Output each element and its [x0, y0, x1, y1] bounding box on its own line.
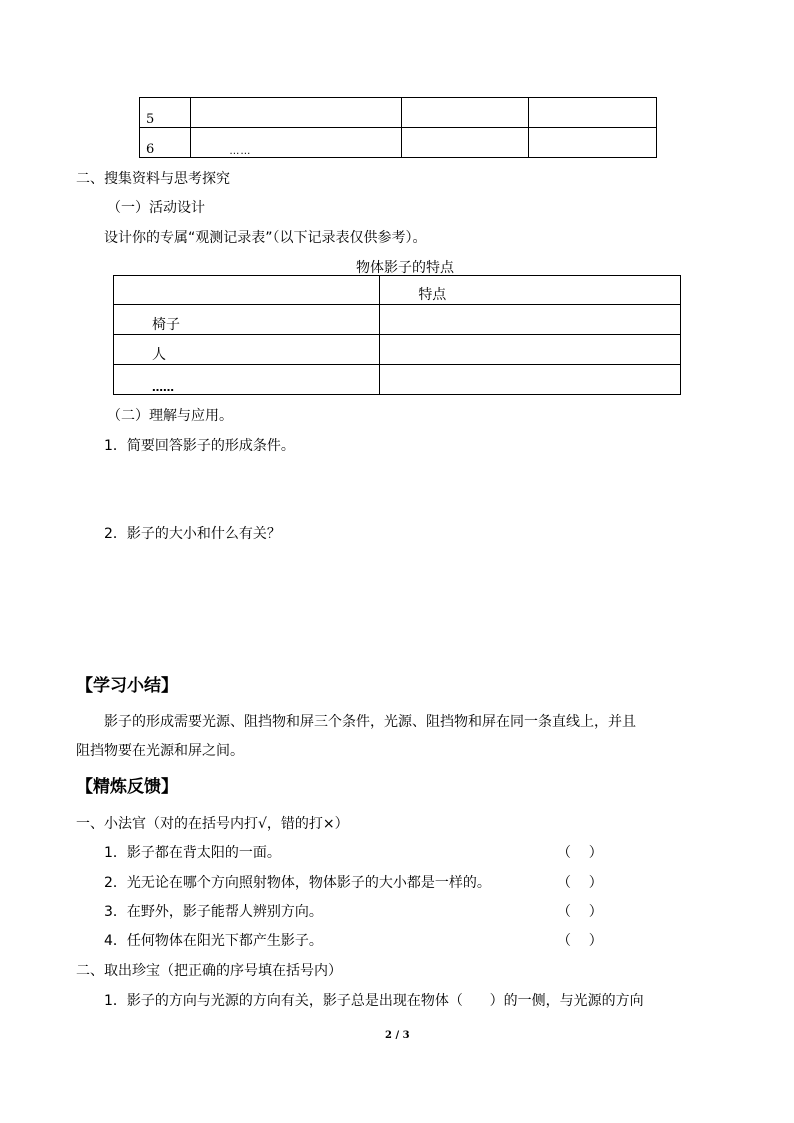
judge-item: 1．影子都在背太阳的一面。 [104, 845, 281, 861]
question-text: 1．简要回答影子的形成条件。 [104, 438, 295, 454]
table-row [114, 365, 681, 395]
summary-heading: 【学习小结】 [76, 676, 178, 696]
answer-parentheses[interactable]: （ ） [557, 933, 603, 949]
table-header-row [114, 276, 681, 305]
row-number: 5 [140, 98, 191, 128]
section-title: 二、搜集资料与思考探究 [76, 171, 230, 187]
subsection-title: （二）理解与应用。 [107, 408, 233, 424]
table-cell [191, 98, 401, 128]
table-cell [529, 128, 657, 158]
answer-parentheses[interactable]: （ ） [557, 875, 603, 891]
row-number: 6 [140, 128, 191, 158]
table-cell [380, 335, 681, 365]
ellipsis-cell: …… [191, 128, 401, 158]
table-caption: 物体影子的特点 [356, 260, 454, 276]
header-cell [114, 276, 380, 305]
part-title: 二、取出珍宝（把正确的序号填在括号内） [76, 963, 342, 979]
shadow-features-table [113, 275, 681, 395]
table-cell [529, 98, 657, 128]
object-cell: …… [114, 365, 380, 395]
part-title: 一、小法官（对的在括号内打√，错的打×） [76, 816, 349, 832]
table-row [140, 98, 657, 128]
object-cell: 人 [114, 335, 380, 365]
table-cell [380, 305, 681, 335]
table-cell [401, 128, 529, 158]
table-cell [401, 98, 529, 128]
table-row [114, 305, 681, 335]
subsection-title: （一）活动设计 [107, 200, 205, 216]
feedback-heading: 【精炼反馈】 [76, 777, 178, 797]
judge-item: 2．光无论在哪个方向照射物体，物体影子的大小都是一样的。 [104, 875, 491, 891]
summary-text: 影子的形成需要光源、阻挡物和屏三个条件，光源、阻挡物和屏在同一条直线上，并且 [104, 714, 636, 730]
table-cell [380, 365, 681, 395]
question-text: 2．影子的大小和什么有关？ [104, 526, 281, 542]
object-cell: 椅子 [114, 305, 380, 335]
answer-parentheses[interactable]: （ ） [557, 904, 603, 920]
answer-parentheses[interactable]: （ ） [557, 845, 603, 861]
table-row [114, 335, 681, 365]
header-cell: 特点 [380, 276, 681, 305]
table-row [140, 128, 657, 158]
judge-item: 4．任何物体在阳光下都产生影子。 [104, 933, 323, 949]
top-table [139, 97, 657, 158]
page-number: 2 / 3 [385, 1030, 410, 1041]
summary-text: 阻挡物要在光源和屏之间。 [76, 743, 244, 759]
instruction-text: 设计你的专属“观测记录表”（以下记录表仅供参考）。 [104, 230, 427, 246]
question-text: 1．影子的方向与光源的方向有关，影子总是出现在物体（ ）的一侧，与光源的方向 [104, 993, 644, 1009]
judge-item: 3．在野外，影子能帮人辨别方向。 [104, 904, 323, 920]
